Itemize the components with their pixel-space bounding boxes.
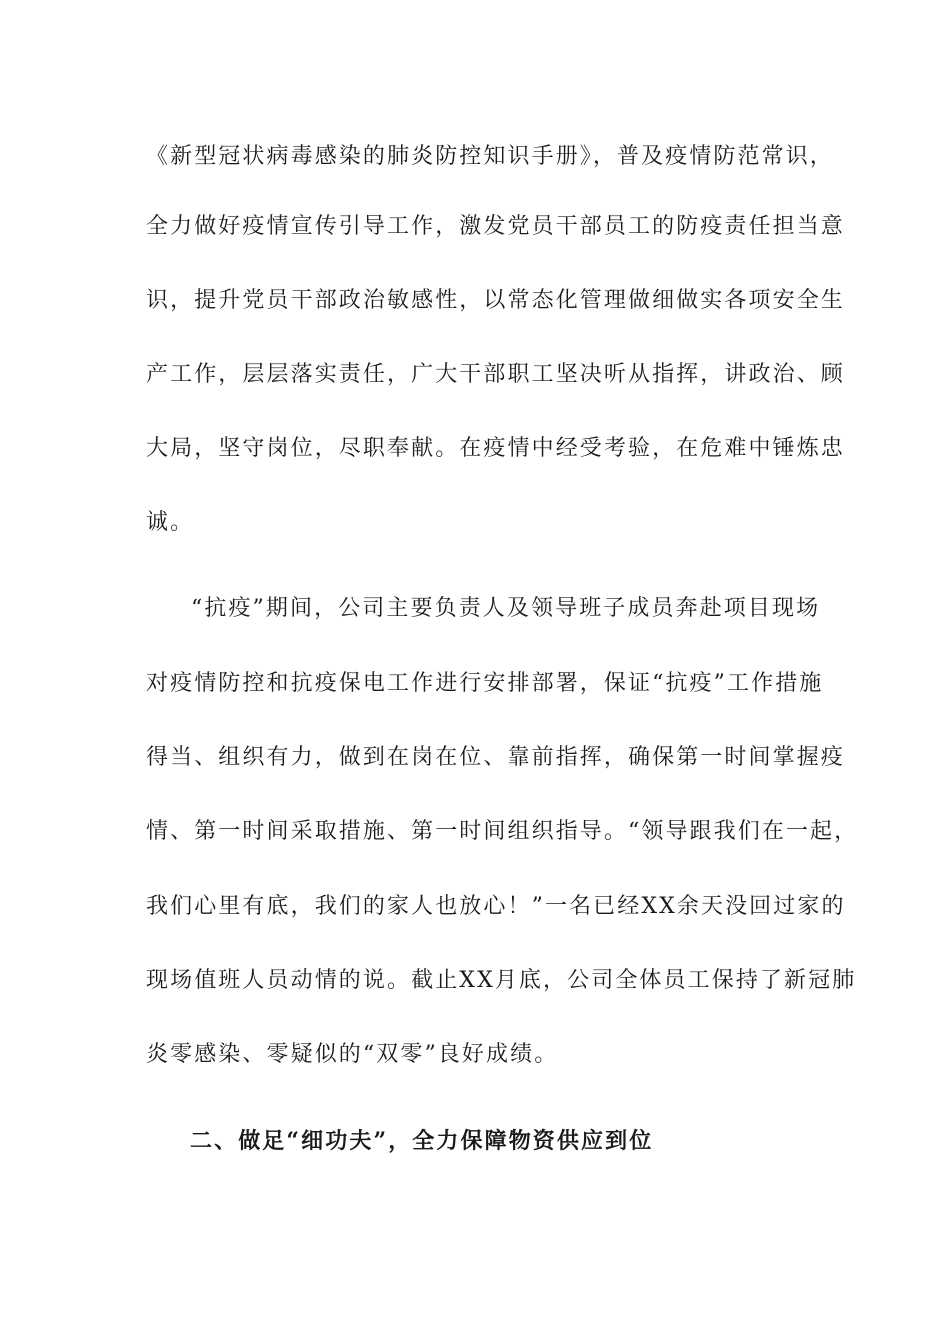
paragraph-1-line-1: 《新型冠状病毒感染的肺炎防控知识手册》，普及疫情防范常识，	[146, 144, 834, 169]
paragraph-2-line-3: 得当、组织有力，做到在岗在位、靠前指挥，确保第一时间掌握疫	[146, 745, 845, 770]
paragraph-2-line-7: 炎零感染、零疑似的“双零”良好成绩。	[146, 1042, 559, 1067]
paragraph-2-line-1: “抗疫”期间，公司主要负责人及领导班子成员奔赴项目现场	[191, 596, 821, 621]
paragraph-1-line-4: 产工作，层层落实责任，广大干部职工坚决听从指挥，讲政治、顾	[146, 362, 845, 387]
section-heading: 二、做足“细功夫”，全力保障物资供应到位	[190, 1128, 654, 1154]
paragraph-2-line-2: 对疫情防控和抗疫保电工作进行安排部署，保证“抗疫”工作措施	[146, 671, 824, 696]
paragraph-1-line-6: 诚。	[146, 510, 195, 535]
paragraph-2-line-5: 我们心里有底，我们的家人也放心！”一名已经XX余天没回过家的	[146, 894, 846, 919]
paragraph-1-line-3: 识，提升党员干部政治敏感性，以常态化管理做细做实各项安全生	[146, 288, 845, 313]
paragraph-1-line-2: 全力做好疫情宣传引导工作，激发党员干部员工的防疫责任担当意	[146, 214, 845, 239]
paragraph-2-line-4: 情、第一时间采取措施、第一时间组织指导。“领导跟我们在一起，	[146, 819, 859, 844]
paragraph-2-line-6: 现场值班人员动情的说。截止XX月底，公司全体员工保持了新冠肺	[146, 968, 857, 993]
paragraph-1-line-5: 大局，坚守岗位，尽职奉献。在疫情中经受考验，在危难中锤炼忠	[146, 436, 845, 461]
